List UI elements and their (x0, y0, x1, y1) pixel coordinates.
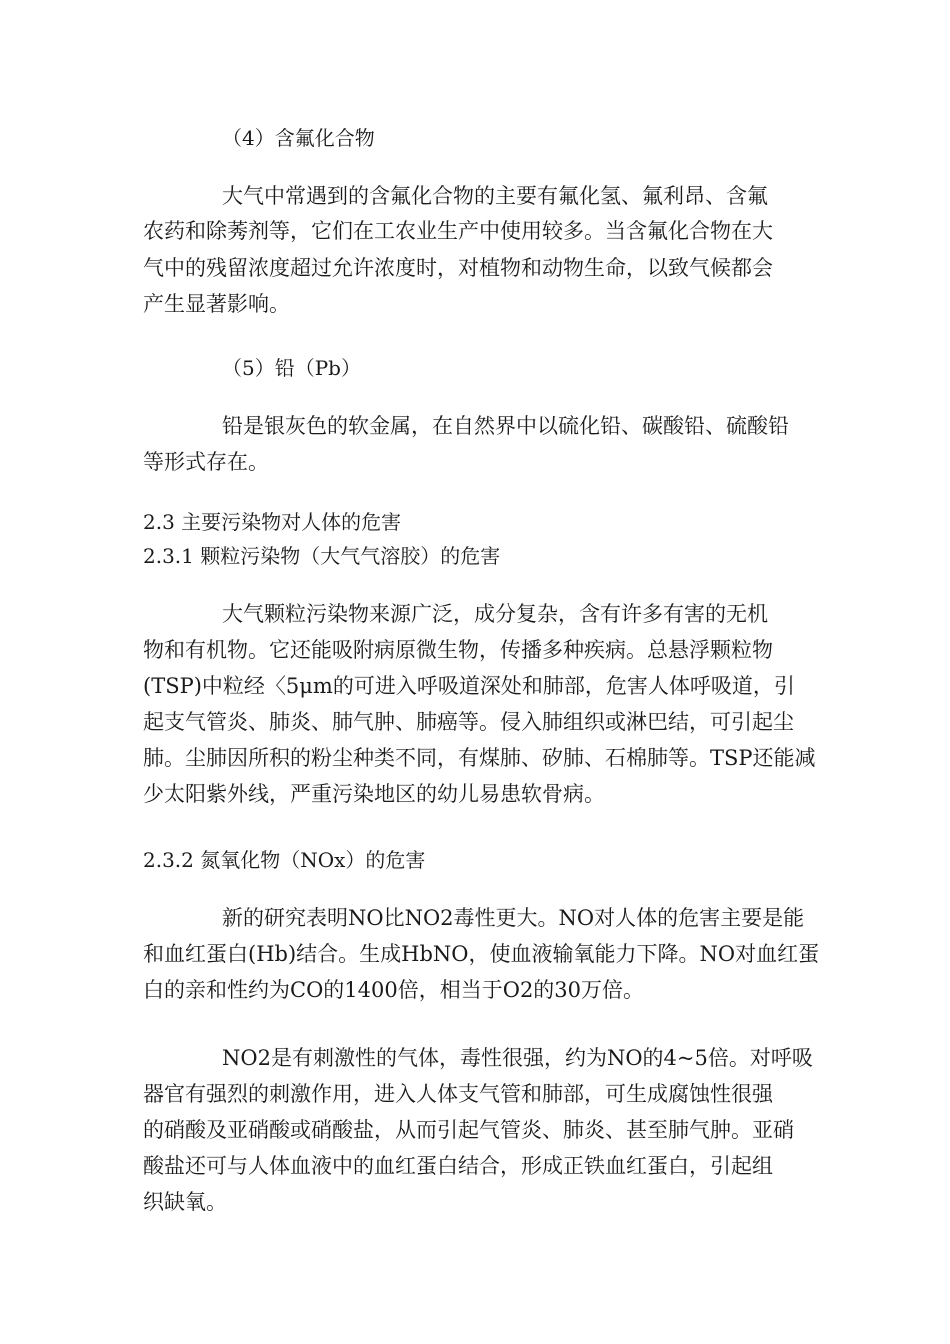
paragraph-no2-line-1: NO2是有刺激性的气体，毒性很强，约为NO的4~5倍。对呼吸 (222, 1046, 813, 1070)
paragraph-lead-line-2: 等形式存在。 (143, 450, 269, 474)
paragraph-no2-line-3: 的硝酸及亚硝酸或硝酸盐，从而引起气管炎、肺炎、甚至肺气肿。亚硝 (143, 1118, 794, 1142)
paragraph-particles-line-3: (TSP)中粒经〈5μm的可进入呼吸道深处和肺部，危害人体呼吸道，引 (143, 674, 795, 698)
paragraph-no-line-3: 白的亲和性约为CO的1400倍，相当于O2的30万倍。 (143, 978, 645, 1002)
paragraph-no2-line-2: 器官有强烈的刺激作用，进入人体支气管和肺部，可生成腐蚀性很强 (143, 1082, 773, 1106)
paragraph-particles-line-1: 大气颗粒污染物来源广泛，成分复杂，含有许多有害的无机 (222, 602, 768, 626)
heading-2-3: 2.3 主要污染物对人体的危害 (143, 510, 402, 534)
paragraph-particles-line-2: 物和有机物。它还能吸附病原微生物，传播多种疾病。总悬浮颗粒物 (143, 638, 773, 662)
paragraph-particles-line-4: 起支气管炎、肺炎、肺气肿、肺癌等。侵入肺组织或淋巴结，可引起尘 (143, 710, 794, 734)
paragraph-fluoride-line-2: 农药和除莠剂等，它们在工农业生产中使用较多。当含氟化合物在大 (143, 219, 773, 243)
paragraph-no-line-2: 和血红蛋白(Hb)结合。生成HbNO，使血液输氧能力下降。NO对血红蛋 (143, 942, 820, 966)
paragraph-particles-line-6: 少太阳紫外线，严重污染地区的幼儿易患软骨病。 (143, 782, 605, 806)
paragraph-lead-line-1: 铅是银灰色的软金属，在自然界中以硫化铅、碳酸铅、硫酸铅 (222, 414, 789, 438)
paragraph-no2-line-5: 织缺氧。 (143, 1190, 227, 1214)
paragraph-fluoride-line-4: 产生显著影响。 (143, 292, 290, 316)
section-5-title: （5）铅（Pb） (222, 356, 361, 380)
section-4-title: （4）含氟化合物 (222, 126, 375, 150)
paragraph-no-line-1: 新的研究表明NO比NO2毒性更大。NO对人体的危害主要是能 (222, 906, 805, 930)
paragraph-particles-line-5: 肺。尘肺因所积的粉尘种类不同，有煤肺、矽肺、石棉肺等。TSP还能减 (143, 746, 816, 770)
paragraph-fluoride-line-1: 大气中常遇到的含氟化合物的主要有氟化氢、氟利昂、含氟 (222, 184, 768, 208)
heading-2-3-1: 2.3.1 颗粒污染物（大气气溶胶）的危害 (143, 544, 501, 568)
paragraph-no2-line-4: 酸盐还可与人体血液中的血红蛋白结合，形成正铁血红蛋白，引起组 (143, 1154, 773, 1178)
heading-2-3-2: 2.3.2 氮氧化物（NOx）的危害 (143, 848, 426, 872)
paragraph-fluoride-line-3: 气中的残留浓度超过允许浓度时，对植物和动物生命，以致气候都会 (143, 256, 773, 280)
